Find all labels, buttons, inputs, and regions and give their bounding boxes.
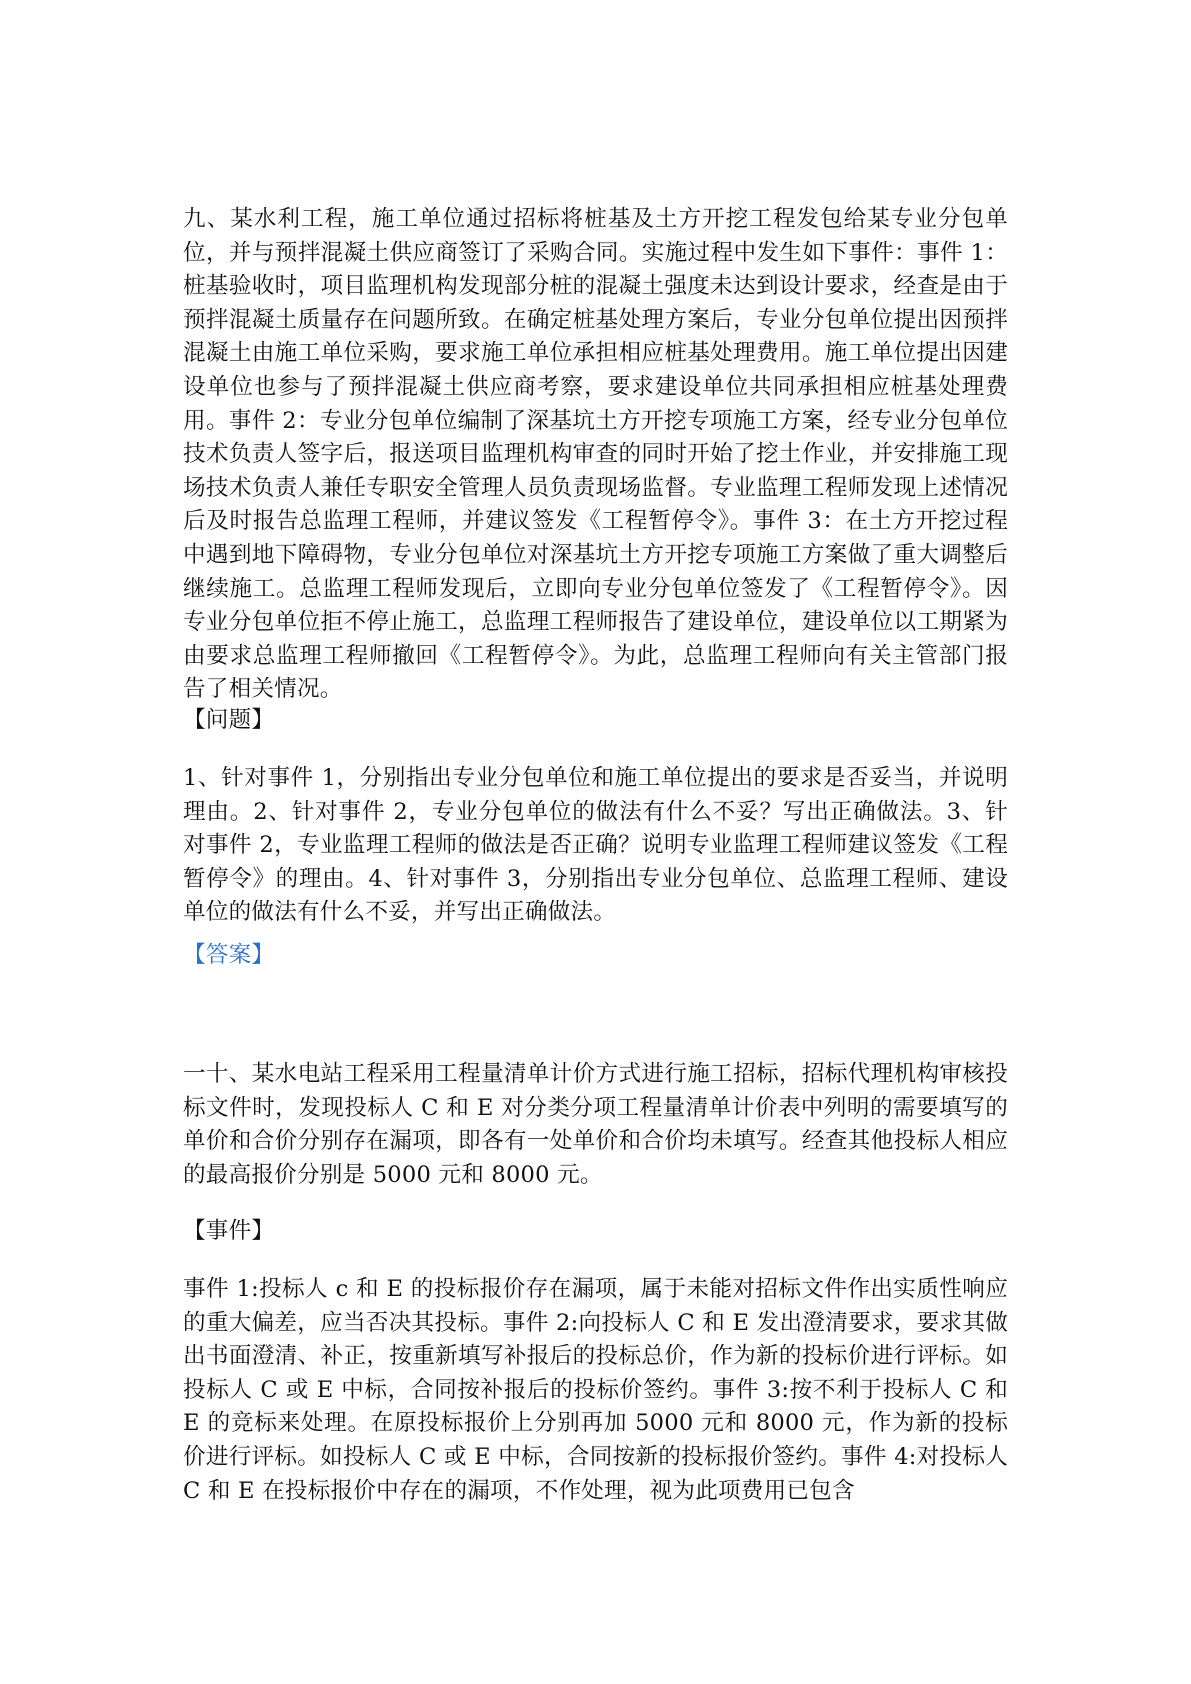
- question-10-event-heading: 【事件】: [183, 1218, 275, 1244]
- question-9-answer-heading: 【答案】: [183, 942, 275, 968]
- question-9-problem-list: 1、针对事件 1，分别指出专业分包单位和施工单位提出的要求是否妥当，并说明理由。2、针对事件 2，专业分包单位的做法有什么不妥？写出正确做法。3、针对事件 2，专业监理工程师的做法是否正确？说明专业监理工程师建议签发《工程暂停令》的理由。4、针对事件 3，分别指出专业分包单位、总监理工程师、建设单位的做法有什么不妥，并写出正确做法。: [183, 765, 1008, 926]
- question-10-body: 一十、某水电站工程采用工程量清单计价方式进行施工招标，招标代理机构审核投标文件时，发现投标人 C 和 E 对分类分项工程量清单计价表中列明的需要填写的单价和合价分别存在漏项，即各有一处单价和合价均未填写。经查其他投标人相应的最高报价分别是 5000 元和 8000 元。: [183, 1061, 1008, 1188]
- question-9-problem-heading: 【问题】: [183, 707, 275, 733]
- question-9-body: 九、某水利工程，施工单位通过招标将桩基及土方开挖工程发包给某专业分包单位，并与预拌混凝土供应商签订了采购合同。实施过程中发生如下事件：事件 1：桩基验收时，项目监理机构发现部分桩的混凝土强度未达到设计要求，经查是由于预拌混凝土质量存在问题所致。在确定桩基处理方案后，专业分包单位提出因预拌混凝土由施工单位采购，要求施工单位承担相应桩基处理费用。施工单位提出因建设单位也参与了预拌混凝土供应商考察，要求建设单位共同承担相应桩基处理费用。事件 2：专业分包单位编制了深基坑土方开挖专项施工方案，经专业分包单位技术负责人签字后，报送项目监理机构审查的同时开始了挖土作业，并安排施工现场技术负责人兼任专职安全管理人员负责现场监督。专业监理工程师发现上述情况后及时报告总监理工程师，并建议签发《工程暂停令》。事件 3：在土方开挖过程中遇到地下障碍物，专业分包单位对深基坑土方开挖专项施工方案做了重大调整后继续施工。总监理工程师发现后，立即向专业分包单位签发了《工程暂停令》。因专业分包单位拒不停止施工，总监理工程师报告了建设单位，建设单位以工期紧为由要求总监理工程师撤回《工程暂停令》。为此，总监理工程师向有关主管部门报告了相关情况。: [183, 206, 1008, 703]
- question-10-event-list: 事件 1:投标人 c 和 E 的投标报价存在漏项，属于未能对招标文件作出实质性响应的重大偏差，应当否决其投标。事件 2:向投标人 C 和 E 发出澄清要求，要求其做出书面澄清、补正，按重新填写补报后的投标总价，作为新的投标价进行评标。如投标人 C 或 E 中标，合同按补报后的投标价签约。事件 3:按不利于投标人 C 和 E 的竞标来处理。在原投标报价上分别再加 5000 元和 8000 元，作为新的投标价进行评标。如投标人 C 或 E 中标，合同按新的投标报价签约。事件 4:对投标人 C 和 E 在投标报价中存在的漏项，不作处理，视为此项费用已包含: [183, 1276, 1008, 1504]
- document-page: [183, 0, 1008, 1684]
